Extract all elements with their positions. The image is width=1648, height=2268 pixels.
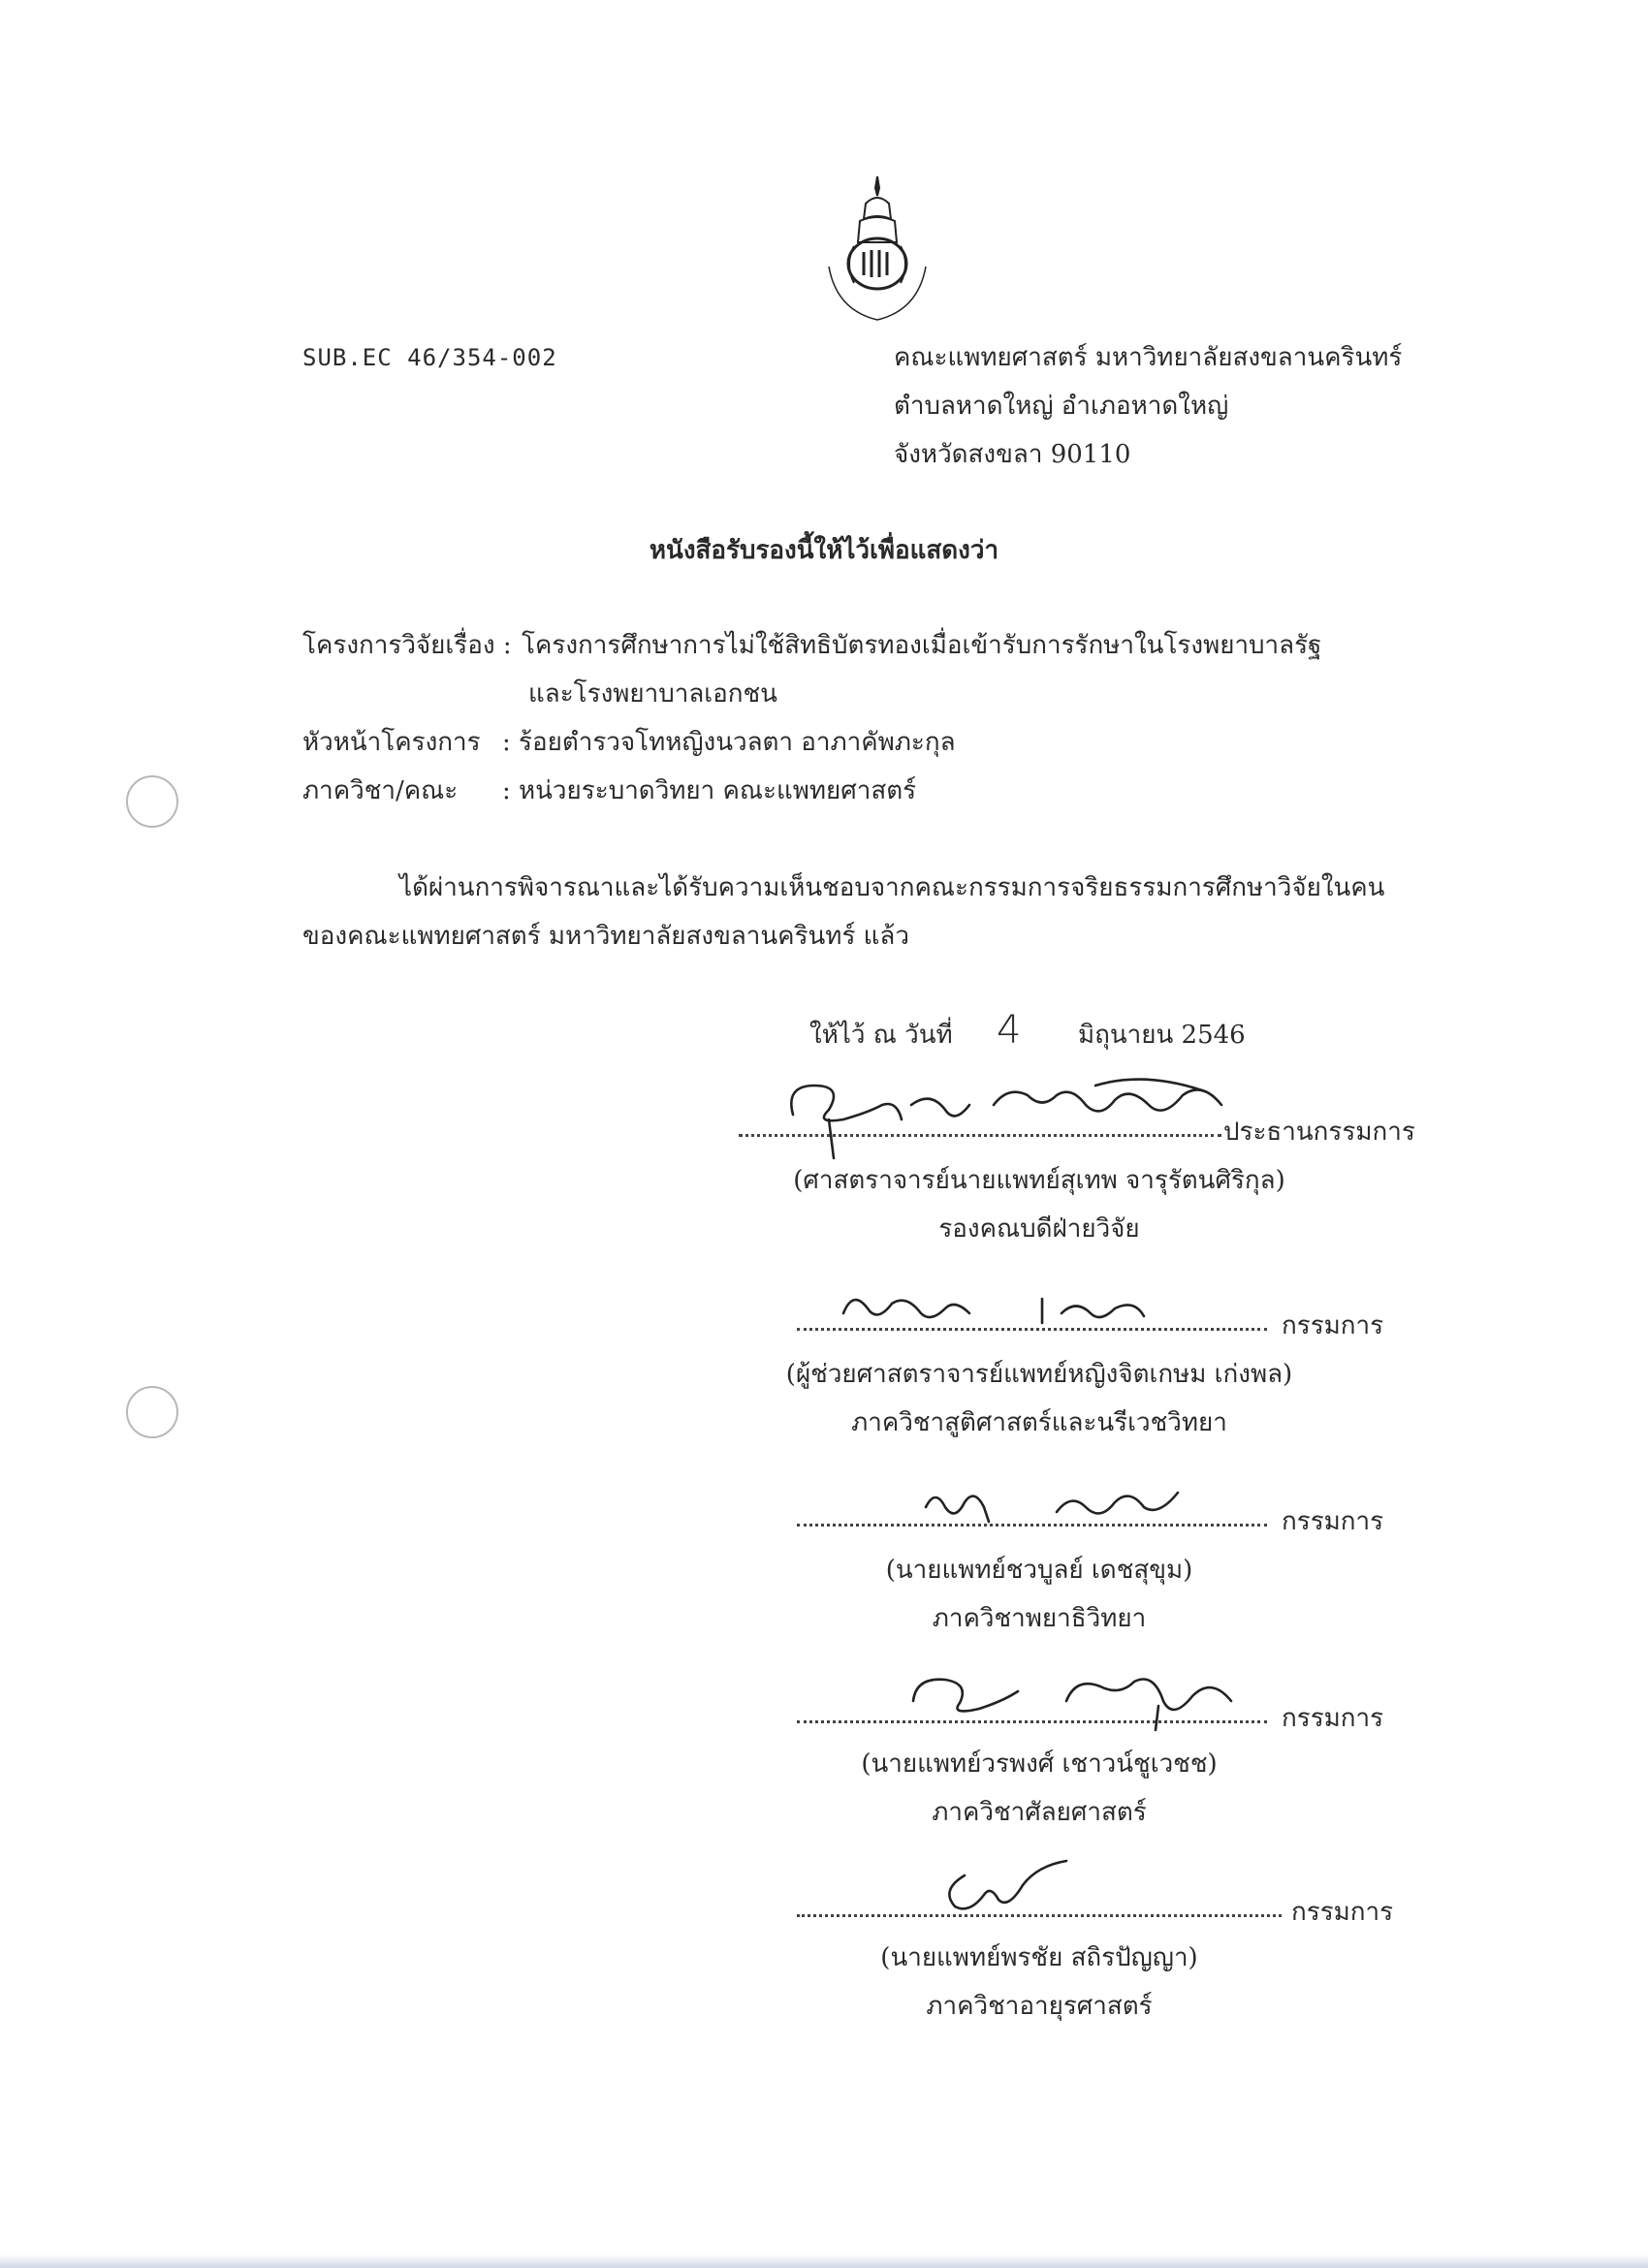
department-label: ภาควิชา/คณะ bbox=[302, 776, 459, 805]
signatory-1-role: ประธานกรรมการ bbox=[1223, 1118, 1415, 1147]
scan-edge bbox=[0, 2254, 1648, 2268]
signatory-4-name: (นายแพทย์วรพงศ์ เชาวน์ชูเวชช) bbox=[861, 1749, 1218, 1779]
signatory-1-position: รองคณบดีฝ่ายวิจัย bbox=[938, 1214, 1140, 1244]
signature-5 bbox=[931, 1846, 1086, 1919]
project-title-line-2: และโรงพยาบาลเอกชน bbox=[528, 679, 777, 709]
signature-line-5 bbox=[797, 1914, 1282, 1917]
signature-line-3 bbox=[797, 1524, 1267, 1527]
signatory-5-role: กรรมการ bbox=[1291, 1898, 1394, 1927]
date-prefix: ให้ไว้ ณ วันที่ bbox=[809, 1021, 953, 1050]
signatory-3-name: (นายแพทย์ชวบูลย์ เดชสุขุม) bbox=[885, 1556, 1193, 1585]
faculty-seal-logo bbox=[809, 174, 945, 330]
project-head-label: หัวหน้าโครงการ bbox=[302, 728, 481, 757]
signature-line-2 bbox=[797, 1328, 1267, 1331]
date-day-handwritten: 4 bbox=[997, 1008, 1022, 1053]
signature-3 bbox=[911, 1473, 1221, 1531]
signatory-2-position: ภาควิชาสูติศาสตร์และนรีเวชวิทยา bbox=[851, 1408, 1227, 1437]
signatory-4-position: ภาควิชาศัลยศาสตร์ bbox=[932, 1798, 1147, 1827]
signatory-3-role: กรรมการ bbox=[1282, 1507, 1384, 1536]
signature-line-4 bbox=[797, 1720, 1267, 1723]
approval-paragraph-line-1: ได้ผ่านการพิจารณาและได้รับความเห็นชอบจากคณะกรรมการจริยธรรมการศึกษาวิจัยในคน bbox=[399, 873, 1385, 902]
signatory-1-name: (ศาสตราจารย์นายแพทย์สุเทพ จารุรัตนศิริกุล) bbox=[793, 1166, 1285, 1195]
address-line-1: คณะแพทยศาสตร์ มหาวิทยาลัยสงขลานครินทร์ bbox=[894, 343, 1403, 372]
punch-hole-top bbox=[126, 775, 178, 828]
punch-hole-bottom bbox=[126, 1386, 178, 1438]
signature-1 bbox=[776, 1066, 1241, 1163]
signatory-5-position: ภาควิชาอายุรศาสตร์ bbox=[926, 1992, 1153, 2021]
signature-line-1 bbox=[739, 1134, 1221, 1137]
address-line-2: ตำบลหาดใหญ่ อำเภอหาดใหญ่ bbox=[894, 392, 1229, 421]
signatory-5-name: (นายแพทย์พรชัย สถิรปัญญา) bbox=[880, 1943, 1198, 1972]
department-value: : หน่วยระบาดวิทยา คณะแพทยศาสตร์ bbox=[502, 776, 917, 805]
reference-number: SUB.EC 46/354-002 bbox=[302, 344, 557, 371]
project-title-label: โครงการวิจัยเรื่อง : bbox=[302, 631, 512, 660]
signatory-3-position: ภาควิชาพยาธิวิทยา bbox=[932, 1604, 1147, 1633]
address-line-3: จังหวัดสงขลา 90110 bbox=[894, 440, 1131, 469]
signatory-2-role: กรรมการ bbox=[1282, 1311, 1384, 1340]
document-title: หนังสือรับรองนี้ให้ไว้เพื่อแสดงว่า bbox=[649, 536, 999, 565]
signatory-2-name: (ผู้ช่วยศาสตราจารย์แพทย์หญิงจิตเกษม เก่งพล) bbox=[785, 1360, 1293, 1389]
signature-4 bbox=[902, 1662, 1251, 1735]
project-title-line-1: โครงการศึกษาการไม่ใช้สิทธิบัตรทองเมื่อเข้ารับการรักษาในโรงพยาบาลรัฐ bbox=[522, 631, 1322, 660]
project-head-value: : ร้อยตำรวจโทหญิงนวลตา อาภาคัพภะกุล bbox=[502, 728, 956, 757]
approval-paragraph-line-2: ของคณะแพทยศาสตร์ มหาวิทยาลัยสงขลานครินทร์ แล้ว bbox=[302, 922, 909, 951]
date-month-year: มิถุนายน 2546 bbox=[1078, 1021, 1246, 1050]
signatory-4-role: กรรมการ bbox=[1282, 1704, 1384, 1733]
